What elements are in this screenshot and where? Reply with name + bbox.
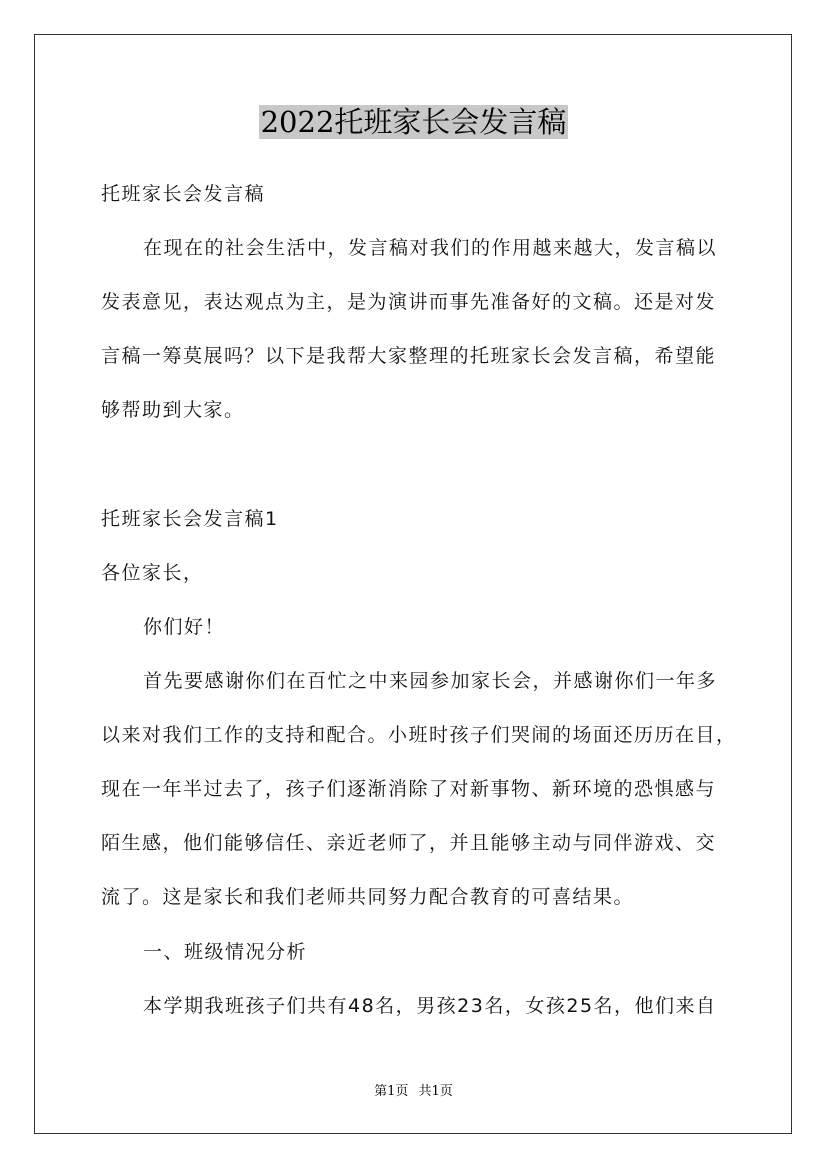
last-line: 本学期我班孩子们共有48名，男孩23名，女孩25名，他们来自 bbox=[143, 995, 717, 1017]
intro-line-4: 够帮助到大家。 bbox=[101, 399, 245, 421]
intro-line-2: 发表意见，表达观点为主，是为演讲而事先准备好的文稿。还是对发 bbox=[101, 291, 717, 313]
body-line-3: 现在一年半过去了，孩子们逐渐消除了对新事物、新环境的恐惧感与 bbox=[101, 778, 717, 800]
body-line-4: 陌生感，他们能够信任、亲近老师了，并且能够主动与同伴游戏、交 bbox=[101, 832, 717, 854]
salutation: 各位家长， bbox=[101, 562, 204, 584]
body-line-2: 以来对我们工作的支持和配合。小班时孩子们哭闹的场面还历历在目， bbox=[101, 724, 737, 746]
title-text: 2022托班家长会发言稿 bbox=[260, 105, 567, 139]
section-heading: 托班家长会发言稿1 bbox=[101, 508, 279, 530]
greeting: 你们好！ bbox=[143, 616, 226, 638]
intro-line-1: 在现在的社会生活中，发言稿对我们的作用越来越大，发言稿以 bbox=[143, 237, 718, 259]
sub-heading: 一、班级情况分析 bbox=[143, 941, 308, 963]
subtitle: 托班家长会发言稿 bbox=[101, 183, 266, 205]
body-line-1: 首先要感谢你们在百忙之中来园参加家长会，并感谢你们一年多 bbox=[143, 670, 718, 692]
page-footer: 第1页 共1页 bbox=[374, 1084, 453, 1099]
body-line-5: 流了。这是家长和我们老师共同努力配合教育的可喜结果。 bbox=[101, 886, 635, 908]
intro-line-3: 言稿一筹莫展吗？以下是我帮大家整理的托班家长会发言稿，希望能 bbox=[101, 345, 717, 367]
document-title bbox=[0, 100, 827, 144]
